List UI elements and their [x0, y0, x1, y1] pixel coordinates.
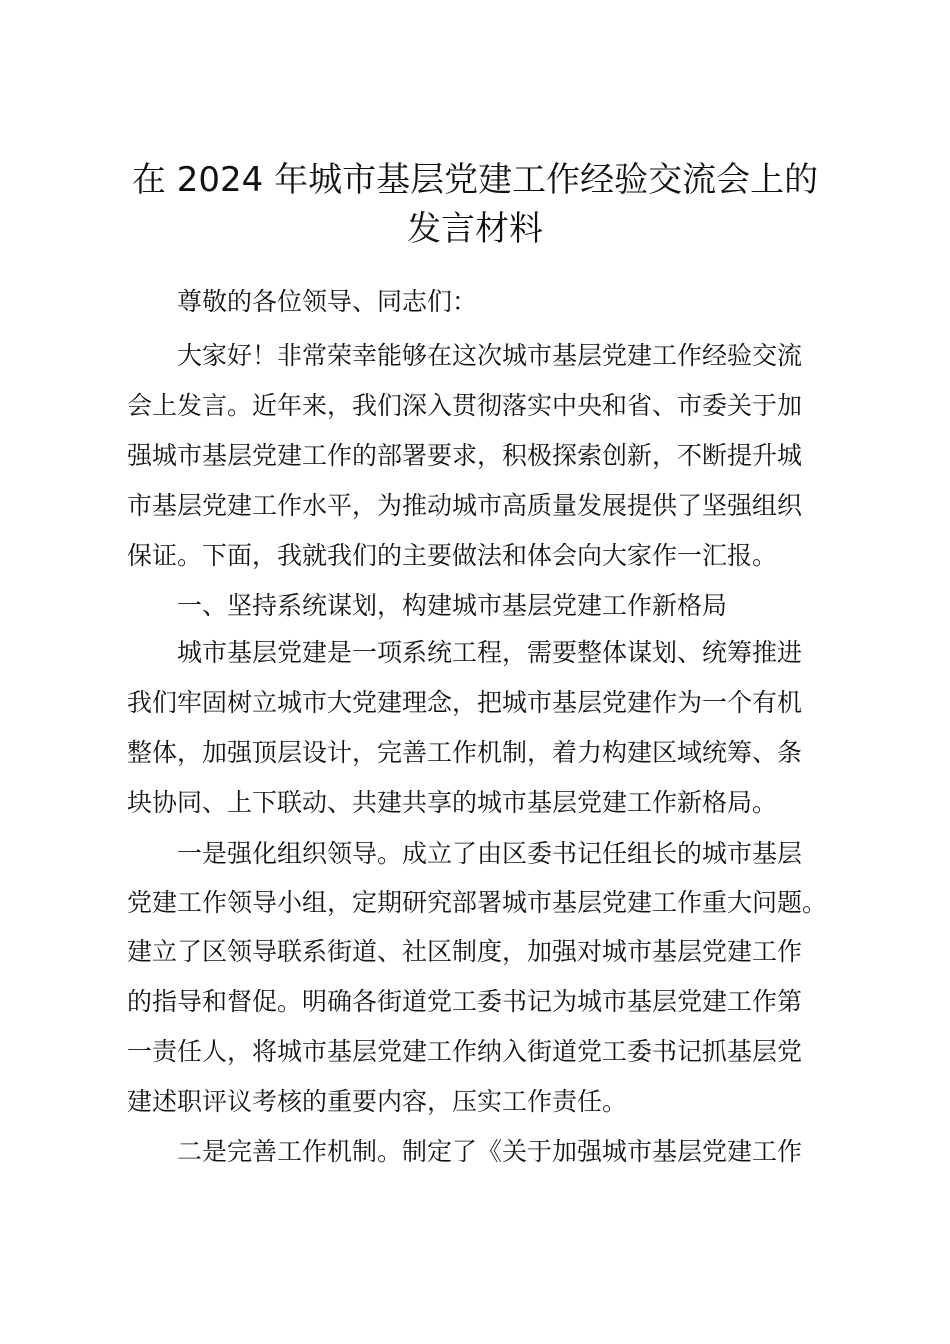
- document-title-line-1: 在 2024 年城市基层党建工作经验交流会上的: [131, 160, 819, 200]
- paragraph-line: 二是完善工作机制。制定了《关于加强城市基层党建工作: [177, 1137, 803, 1166]
- paragraph-line: 强城市基层党建工作的部署要求，积极探索创新，不断提升城: [127, 441, 803, 470]
- document-title-line-2: 发言材料: [407, 209, 543, 249]
- paragraph-line: 我们牢固树立城市大党建理念，把城市基层党建作为一个有机: [127, 688, 803, 717]
- salutation: 尊敬的各位领导、同志们：: [177, 287, 478, 316]
- paragraph-line: 保证。下面，我就我们的主要做法和体会向大家作一汇报。: [127, 541, 778, 570]
- paragraph-line: 的指导和督促。明确各街道党工委书记为城市基层党建工作第: [127, 987, 803, 1016]
- paragraph-line: 城市基层党建是一项系统工程，需要整体谋划、统筹推进: [177, 638, 803, 667]
- paragraph-line: 市基层党建工作水平，为推动城市高质量发展提供了坚强组织: [127, 491, 803, 520]
- section-heading: 一、坚持系统谋划，构建城市基层党建工作新格局: [177, 591, 728, 620]
- paragraph-line: 大家好！非常荣幸能够在这次城市基层党建工作经验交流: [177, 341, 803, 370]
- paragraph-line: 整体，加强顶层设计，完善工作机制，着力构建区域统筹、条: [127, 738, 803, 767]
- paragraph-line: 会上发言。近年来，我们深入贯彻落实中央和省、市委关于加: [127, 391, 803, 420]
- paragraph-line: 建述职评议考核的重要内容，压实工作责任。: [127, 1087, 628, 1116]
- paragraph-line: 党建工作领导小组，定期研究部署城市基层党建工作重大问题。: [127, 888, 828, 917]
- paragraph-line: 一是强化组织领导。成立了由区委书记任组长的城市基层: [177, 839, 803, 868]
- paragraph-line: 块协同、上下联动、共建共享的城市基层党建工作新格局。: [127, 788, 778, 817]
- paragraph-line: 建立了区领导联系街道、社区制度，加强对城市基层党建工作: [127, 937, 803, 966]
- paragraph-line: 一责任人，将城市基层党建工作纳入街道党工委书记抓基层党: [127, 1037, 803, 1066]
